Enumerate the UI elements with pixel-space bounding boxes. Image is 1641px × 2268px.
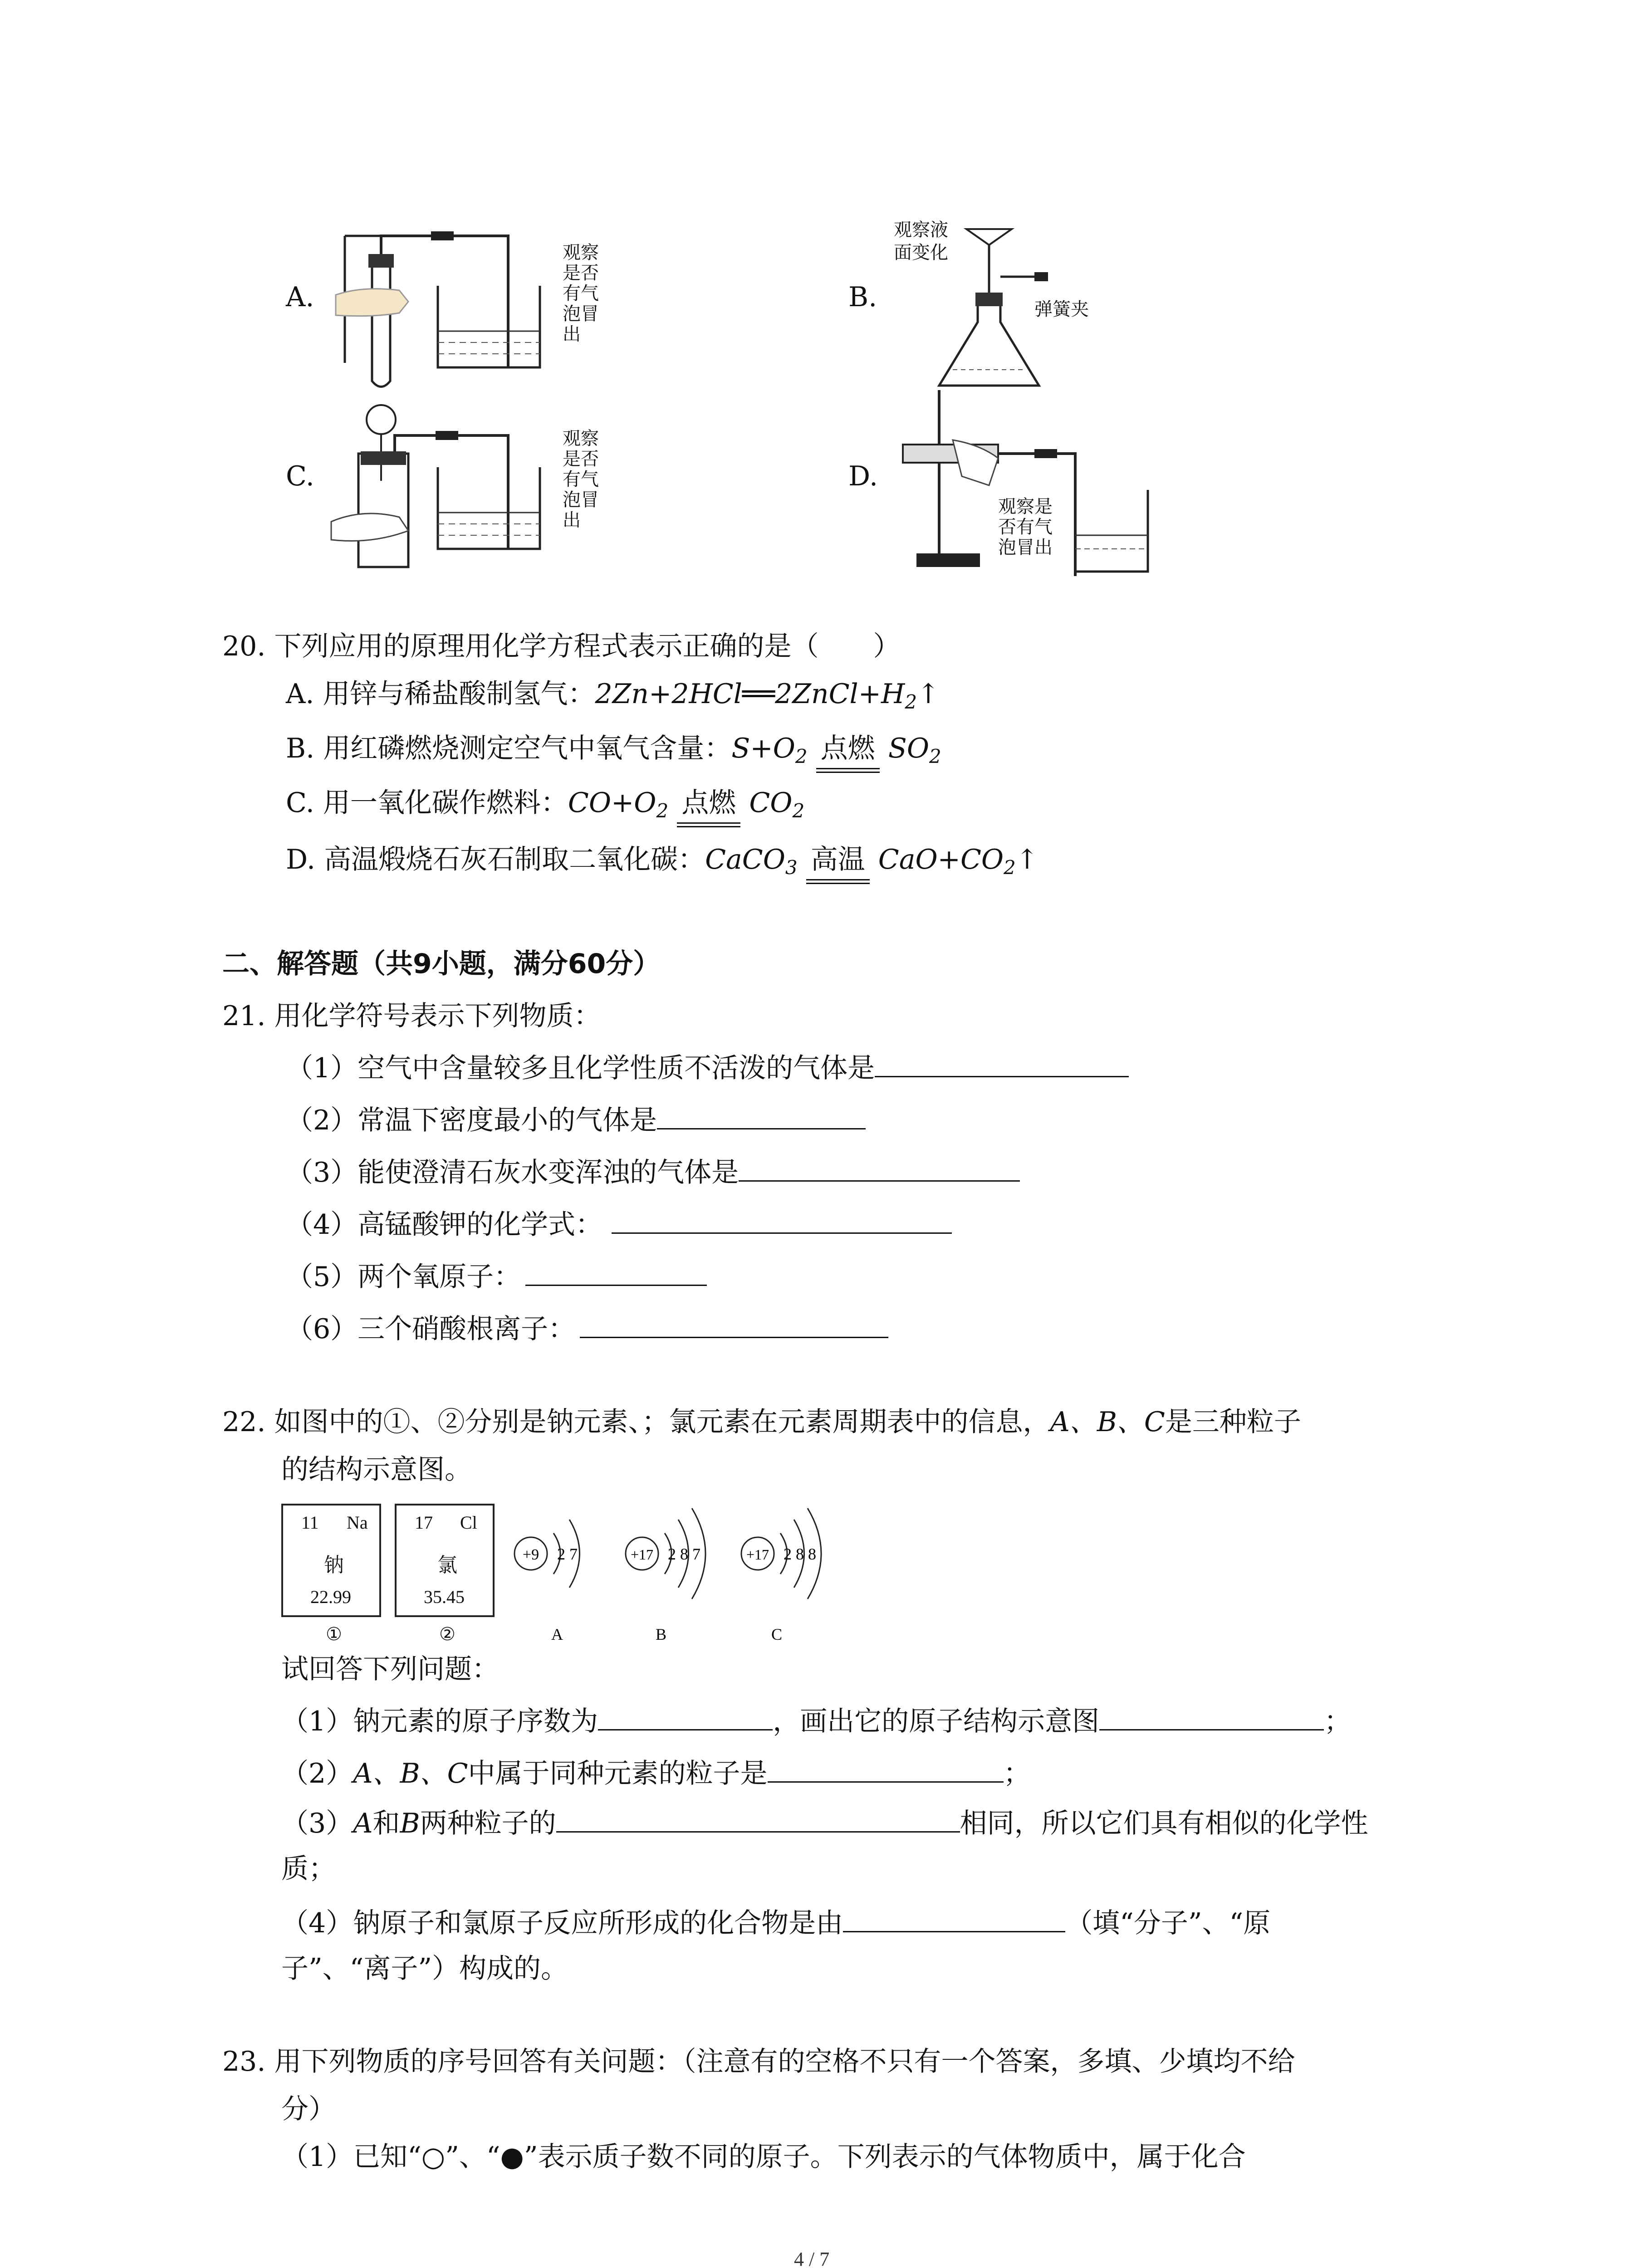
svg-text:泡冒: 泡冒 xyxy=(563,303,599,324)
svg-text:C: C xyxy=(771,1625,783,1643)
svg-text:有气: 有气 xyxy=(563,283,599,304)
apparatus-b xyxy=(885,209,1139,399)
atom-c xyxy=(741,1508,821,1643)
answer-blank[interactable] xyxy=(525,1256,707,1286)
q22-part-1: （1）钠元素的原子序数为 ，画出它的原子结构示意图 ； xyxy=(281,1701,1351,1740)
note-b-clamp: 弹簧夹 xyxy=(1034,299,1089,320)
index-2: ② xyxy=(439,1624,456,1645)
answer-blank[interactable] xyxy=(768,1753,1004,1783)
q21-item-4: （4）高锰酸钾的化学式： xyxy=(286,1204,952,1243)
answer-blank[interactable] xyxy=(1099,1701,1324,1730)
q22-stem-line1: 22. 如图中的①、②分别是钠元素、；氯元素在元素周期表中的信息，A、B、C是三种粒子 xyxy=(222,1406,1301,1438)
q20-stem: 20. 下列应用的原理用化学方程式表示正确的是（ ） xyxy=(222,631,901,662)
answer-blank[interactable] xyxy=(598,1701,773,1730)
svg-text:是否: 是否 xyxy=(563,263,599,284)
svg-text:出: 出 xyxy=(563,324,581,345)
q22-part-2: （2）A、B、C中属于同种元素的粒子是 ； xyxy=(281,1753,1031,1792)
option-c-label: C. xyxy=(286,460,314,492)
answer-blank[interactable] xyxy=(612,1204,952,1234)
svg-text:观察: 观察 xyxy=(563,428,599,449)
q23-line1: 23. 用下列物质的序号回答有关问题：（注意有的空格不只有一个答案，多填、少填均不给 xyxy=(222,2046,1295,2077)
q21-stem: 21. 用化学符号表示下列物质： xyxy=(222,1000,601,1032)
option-b-label: B. xyxy=(848,281,877,313)
answer-blank[interactable] xyxy=(556,1803,960,1833)
answer-blank[interactable] xyxy=(875,1048,1129,1077)
q21-item-1: （1）空气中含量较多且化学性质不活泼的气体是 xyxy=(286,1048,1129,1086)
q21-item-3: （3）能使澄清石灰水变浑浊的气体是 xyxy=(286,1152,1020,1191)
q20-option-b: B. 用红磷燃烧测定空气中氧气含量：$S+O_2$ 点燃 $SO_2$ xyxy=(286,730,941,775)
q20-option-d: D. 高温煅烧石灰石制取二氧化碳：CaCO$_3$ 高温 $CaO+CO_2↑$ xyxy=(286,841,1038,886)
svg-text:B: B xyxy=(656,1625,667,1643)
q20-option-a: A. 用锌与稀盐酸制氢气：$2Zn+2HCl══2ZnCl+H_2↑$ xyxy=(286,678,940,713)
q21-item-6: （6）三个硝酸根离子： xyxy=(286,1309,888,1347)
svg-text:面变化: 面变化 xyxy=(894,242,948,263)
svg-text:否有气: 否有气 xyxy=(998,517,1053,538)
option-a-label: A. xyxy=(286,281,314,313)
svg-text:2 8 7: 2 8 7 xyxy=(668,1545,700,1563)
answer-blank[interactable] xyxy=(580,1309,888,1338)
q21-item-2: （2）常温下密度最小的气体是 xyxy=(286,1100,866,1139)
answer-blank[interactable] xyxy=(739,1152,1020,1182)
q22-stem-line2: 的结构示意图。 xyxy=(281,1454,472,1486)
q22-part-4-cont: 子”、“离子”）构成的。 xyxy=(281,1953,568,1984)
answer-blank[interactable] xyxy=(657,1100,866,1129)
q20-option-c: C. 用一氧化碳作燃料：$CO+O_2$ 点燃 $CO_2$ xyxy=(286,785,804,829)
element-card-cl: 17 Cl 氯 35.45 xyxy=(395,1504,495,1617)
apparatus-a xyxy=(318,218,612,399)
atom-b xyxy=(626,1508,705,1643)
q23-line3: （1）已知“○”、“●”表示质子数不同的原子。下列表示的气体物质中，属于化合 xyxy=(281,2141,1246,2173)
svg-text:是否: 是否 xyxy=(563,449,599,469)
atom-diagrams xyxy=(504,1497,867,1660)
svg-text:+9: +9 xyxy=(522,1546,539,1563)
q22-part-3-cont: 质； xyxy=(281,1853,336,1885)
section-title: 二、解答题（共9小题，满分60分） xyxy=(222,948,661,980)
apparatus-d xyxy=(885,386,1166,576)
page-number: 4 / 7 xyxy=(794,2248,830,2268)
note-b-top: 观察液 xyxy=(894,220,948,240)
svg-text:观察是: 观察是 xyxy=(998,496,1053,517)
svg-text:2 8 8: 2 8 8 xyxy=(784,1545,816,1563)
svg-text:泡冒: 泡冒 xyxy=(563,489,599,510)
svg-text:A: A xyxy=(551,1625,563,1643)
svg-text:出: 出 xyxy=(563,510,581,531)
element-card-na: 11 Na 钠 22.99 xyxy=(281,1504,381,1617)
svg-text:2 7: 2 7 xyxy=(557,1545,578,1563)
q22-part-4: （4）钠原子和氯原子反应所形成的化合物是由 （填“分子”、“原 xyxy=(281,1903,1270,1941)
q22-intro: 试回答下列问题： xyxy=(281,1653,499,1685)
svg-text:+17: +17 xyxy=(746,1546,769,1563)
q23-line2: 分） xyxy=(281,2093,336,2125)
svg-text:泡冒出: 泡冒出 xyxy=(998,537,1053,558)
svg-text:+17: +17 xyxy=(630,1546,654,1563)
option-d-label: D. xyxy=(848,460,878,492)
svg-text:有气: 有气 xyxy=(563,469,599,490)
q19-figures xyxy=(0,0,1641,590)
note-a-1: 观察 xyxy=(563,242,599,263)
q21-item-5: （5）两个氧原子： xyxy=(286,1256,707,1295)
answer-blank[interactable] xyxy=(843,1903,1065,1932)
q22-part-3: （3）A和B两种粒子的 相同，所以它们具有相似的化学性 xyxy=(281,1803,1368,1842)
apparatus-c xyxy=(318,399,612,590)
index-1: ① xyxy=(326,1624,342,1645)
atom-a xyxy=(514,1520,580,1643)
